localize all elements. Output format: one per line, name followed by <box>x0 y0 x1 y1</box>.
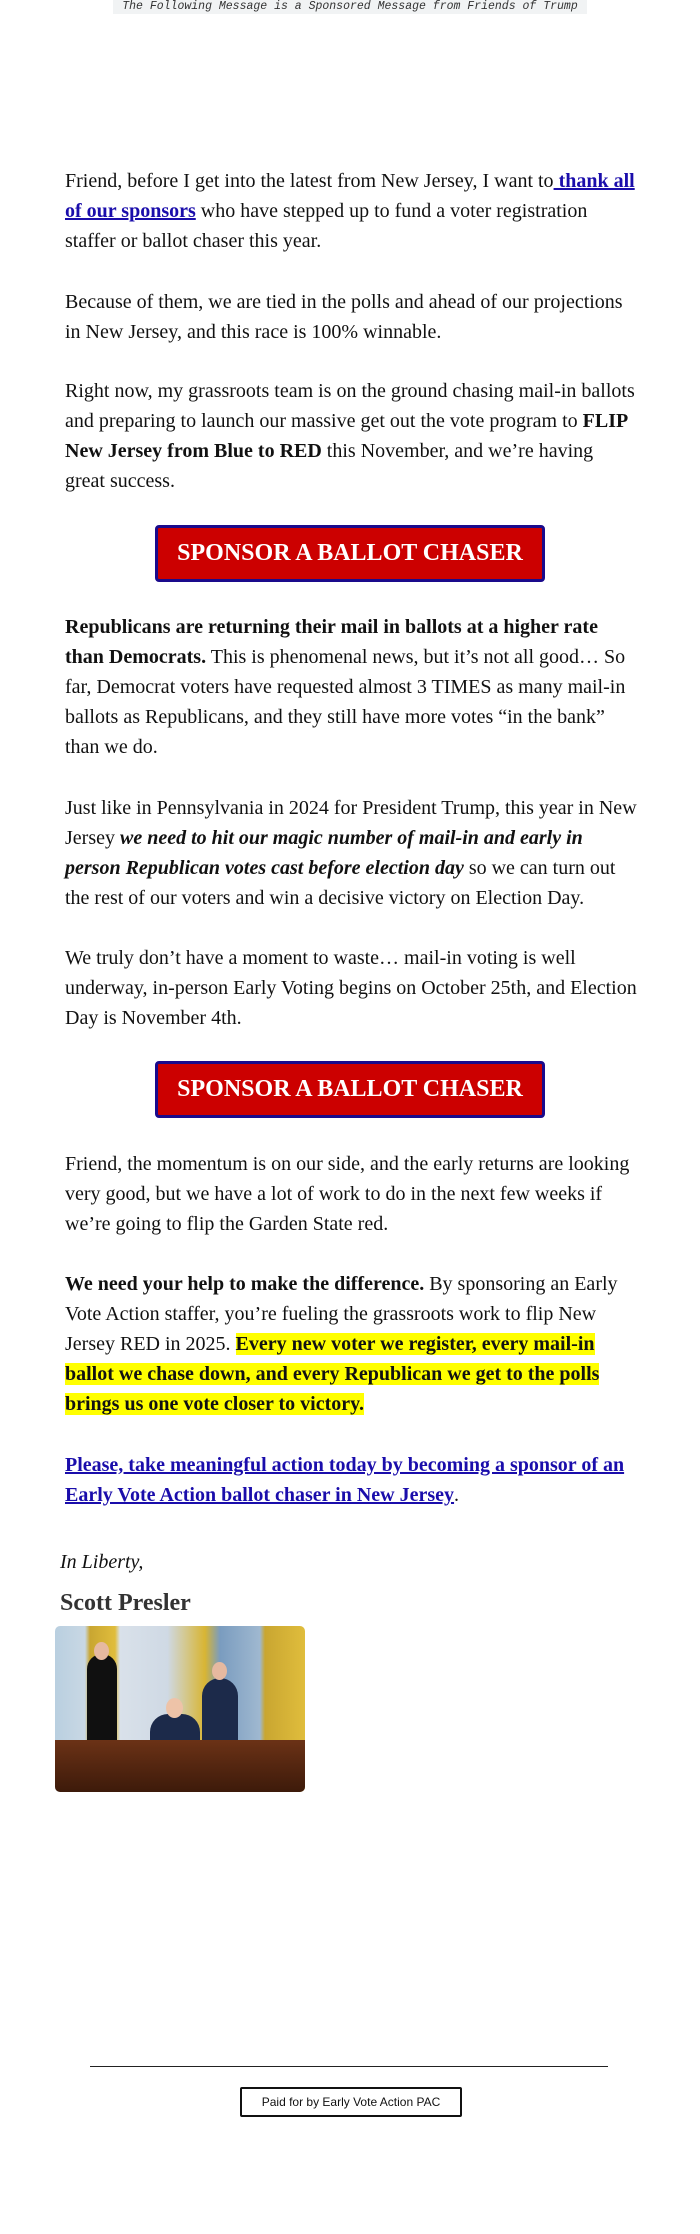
person-head <box>166 1698 183 1718</box>
sponsor-ballot-chaser-button[interactable]: SPONSOR A BALLOT CHASER <box>155 525 545 582</box>
divider <box>90 2066 608 2067</box>
thank-sponsors-link[interactable]: thank all of our sponsors <box>65 170 635 222</box>
text: This is phenomenal news, but it’s not all good… So far, Democrat voters have requested almost 3 TIMES as many mail-in ballots as Republicans, and they still have more votes “in the bank” than we do. <box>65 646 626 758</box>
text: Friend, before I get into the latest from New Jersey, I want to <box>65 170 554 192</box>
bold-text: We need your help to make the difference. <box>65 1273 425 1295</box>
highlighted-text: Every new voter we register, every mail-in ballot we chase down, and every Republican we get to the polls brings us one vote closer to victory. <box>65 1333 600 1415</box>
oval-office-photo <box>55 1626 305 1792</box>
paragraph-dates: We truly don’t have a moment to waste… mail-in voting is well underway, in-person Early Voting begins on October 25th, and Election Day is November 4th. <box>65 947 637 1029</box>
paragraph-action <box>65 1450 637 1510</box>
become-sponsor-link[interactable]: Please, take meaningful action today by becoming a sponsor of an Early Vote Action ballot chaser in New Jersey <box>65 1454 625 1506</box>
paid-for-disclaimer: Paid for by Early Vote Action PAC <box>240 2087 462 2117</box>
text: this November, and we’re having great success. <box>65 440 594 492</box>
paragraph-help <box>65 1269 637 1419</box>
person-figure <box>87 1654 117 1744</box>
text: By sponsoring an Early Vote Action staffer, you’re fueling the grassroots work to flip New Jersey RED in 2025. <box>65 1273 618 1355</box>
text: . <box>454 1484 460 1506</box>
bold-italic-text: we need to hit our magic number of mail-in and early in person Republican votes cast before election day <box>65 827 583 879</box>
text: Just like in Pennsylvania in 2024 for President Trump, this year in New Jersey <box>65 797 637 849</box>
paragraph-intro <box>65 166 637 256</box>
signoff: In Liberty, <box>60 1551 144 1573</box>
bold-text: Republicans are returning their mail in ballots at a higher rate than Democrats. <box>65 616 598 668</box>
paragraph-mail-ballots <box>65 612 637 762</box>
text: Right now, my grassroots team is on the ground chasing mail-in ballots and preparing to launch our massive get out the vote program to <box>65 380 635 432</box>
person-head <box>212 1662 227 1680</box>
text: who have stepped up to fund a voter registration staffer or ballot chaser this year. <box>65 200 588 252</box>
signature-name: Scott Presler <box>60 1590 191 1616</box>
paragraph-magic-number <box>65 793 637 913</box>
person-head <box>94 1642 109 1660</box>
paragraph-polls: Because of them, we are tied in the polls and ahead of our projections in New Jersey, and this race is 100% winnable. <box>65 291 623 343</box>
text: so we can turn out the rest of our voters and win a decisive victory on Election Day. <box>65 857 616 909</box>
bold-text: FLIP New Jersey from Blue to RED <box>65 410 628 462</box>
sponsored-banner: The Following Message is a Sponsored Message from Friends of Trump <box>113 0 587 14</box>
sponsor-ballot-chaser-button-2[interactable]: SPONSOR A BALLOT CHASER <box>155 1061 545 1118</box>
paragraph-grassroots <box>65 376 637 496</box>
desk <box>55 1740 305 1792</box>
paragraph-momentum: Friend, the momentum is on our side, and the early returns are looking very good, but we have a lot of work to do in the next few weeks if we’re going to flip the Garden State red. <box>65 1153 630 1235</box>
